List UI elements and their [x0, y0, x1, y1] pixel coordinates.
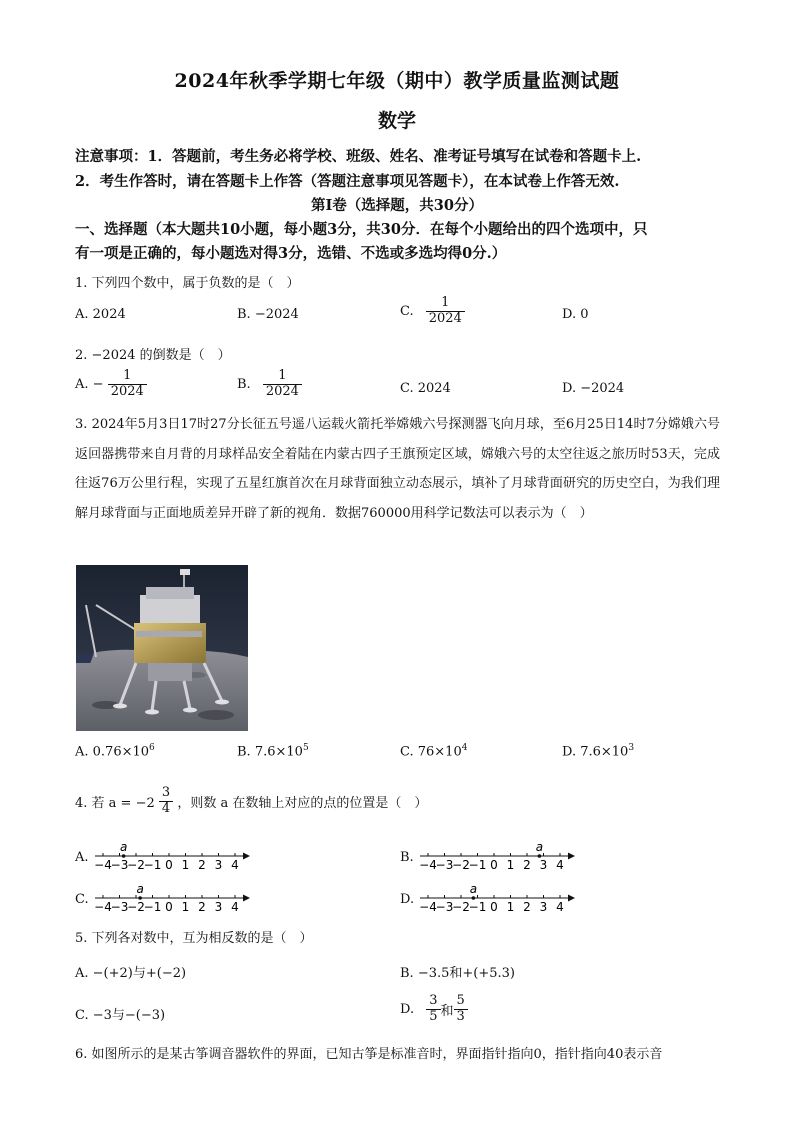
number-line-tick-label: 2 — [523, 858, 531, 872]
q5-option-d: D. $\frac{3}{5}$ 和 $\frac{5}{3}$ — [400, 994, 468, 1025]
number-line-c — [93, 880, 253, 916]
number-line-arrow — [243, 895, 250, 902]
number-line-tick-label: 0 — [165, 858, 173, 872]
number-line-tick-label: 4 — [556, 858, 564, 872]
number-line-point-label: a — [136, 882, 144, 896]
number-line-tick-label: −2 — [452, 900, 470, 914]
number-line-point-label: a — [535, 840, 544, 854]
q4-option-a: A. — [75, 850, 89, 865]
q5-option-a: A. −(+2)与+(−2) — [75, 966, 187, 981]
q4-option-d: D. — [400, 892, 415, 907]
number-line-tick-label: −1 — [143, 858, 162, 872]
q5-option-b: B. −3.5和+(+5.3) — [400, 966, 515, 981]
number-line-tick-label: 3 — [214, 900, 223, 914]
q3-option-b: B. $7.6\times 10^5$ — [237, 743, 309, 760]
number-line-tick-label: −3 — [110, 858, 129, 872]
number-line-tick-label: 2 — [198, 858, 206, 872]
number-line-point — [138, 896, 142, 900]
number-line-point — [538, 854, 542, 858]
number-line-tick-label: −2 — [452, 858, 470, 872]
number-line-tick-label: 3 — [214, 858, 223, 872]
number-line-tick-label: −1 — [468, 900, 487, 914]
q1-c-denominator: 2024 — [428, 310, 462, 326]
number-line-arrow — [243, 853, 250, 860]
q6-stem: 6. 如图所示的是某古筝调音器软件的界面，已知古筝是标准音时，界面指针指向0，指针指向40表示音 — [75, 1047, 663, 1062]
q1-option-a: A. 2024 — [75, 307, 126, 322]
number-line-point — [472, 896, 476, 900]
number-line-point-label: a — [469, 882, 478, 896]
number-line-point-label: a — [119, 840, 128, 854]
section-instructions-1: 一、选择题（本大题共10小题，每小题3分，共30分．在每个小题给出的四个选项中，只 — [75, 221, 648, 238]
subject-title: 数学 — [377, 110, 416, 132]
number-line-tick-label: 4 — [231, 858, 239, 872]
number-line-tick-label: 3 — [539, 858, 548, 872]
number-line-tick-label: −2 — [127, 858, 145, 872]
q4-option-c: C. — [75, 892, 89, 907]
number-line-tick-label: −3 — [110, 900, 129, 914]
q5-option-c: C. −3与−(−3) — [75, 1008, 166, 1023]
q3-text: 3. 2024年5月3日17时27分长征五号遥八运载火箭托举嫦娥六号探测器飞向月球，至6月25日14时7分嫦娥六号返回器携带来自月背的月球样品安全着陆在内蒙古四子王旗预定区域，嫦娥六号的太空往返之旅历时53天，完成往返76万公里行程，实现了五星红旗首次在月球背面独立动态展示，填补了月球背面研究的历史空白，为我们理解月球背面与正面地质差异开辟了新的视角．数据760000用科学记数法可以表示为（ ） — [75, 417, 720, 521]
number-line-tick-label: 1 — [181, 900, 190, 914]
number-line-tick-label: 0 — [490, 858, 498, 872]
number-line-tick-label: −4 — [419, 858, 437, 872]
number-line-tick-label: 0 — [165, 900, 173, 914]
number-line-tick-label: 1 — [181, 858, 190, 872]
number-line-tick-label: −3 — [435, 858, 454, 872]
q5-stem: 5. 下列各对数中，互为相反数的是（ ） — [75, 931, 313, 946]
number-line-tick-label: 2 — [198, 900, 206, 914]
number-line-tick-label: −4 — [94, 858, 112, 872]
q2-stem: 2. −2024 的倒数是（ ） — [75, 348, 231, 363]
notes-line-2: 2．考生作答时，请在答题卡上作答（答题注意事项见答题卡），在本试卷上作答无效. — [75, 173, 620, 190]
q1-option-b: B. −2024 — [237, 307, 299, 322]
notes-line-1: 注意事项：1．答题前，考生务必将学校、班级、姓名、准考证号填写在试卷和答题卡上. — [75, 148, 642, 165]
section-instructions-2: 有一项是正确的，每小题选对得3分，选错、不选或多选均得0分.） — [75, 245, 507, 262]
number-line-tick-label: 1 — [506, 900, 515, 914]
q1-option-c: C. $\frac{1}{2024}$ — [400, 296, 465, 327]
q2-option-d: D. −2024 — [562, 381, 625, 396]
q4-option-b: B. — [400, 850, 414, 865]
number-line-tick-label: −1 — [143, 900, 162, 914]
number-line-tick-label: 0 — [490, 900, 498, 914]
q3-option-c: C. $76\times 10^4$ — [400, 743, 468, 760]
number-line-tick-label: 4 — [556, 900, 564, 914]
number-line-tick-label: −3 — [435, 900, 454, 914]
number-line-tick-label: 3 — [539, 900, 548, 914]
section-title: 第Ⅰ卷（选择题，共30分） — [311, 197, 483, 214]
q2-option-a: A. − $\frac{1}{2024}$ — [75, 369, 147, 400]
q4-stem: 4. 若 a = −2 $\frac{3}{4}$ ，则数 a 在数轴上对应的点的位置是（ ） — [75, 785, 428, 816]
q1-c-numerator: 1 — [426, 296, 465, 312]
number-line-tick-label: 2 — [523, 900, 531, 914]
q3-option-d: D. $7.6\times 10^3$ — [562, 743, 635, 760]
q3-option-a: A. $0.76\times 10^6$ — [75, 743, 155, 760]
lunar-lander-photo — [76, 565, 248, 731]
number-line-tick-label: −2 — [127, 900, 145, 914]
q1-stem: 1. 下列四个数中，属于负数的是（ ） — [75, 276, 300, 291]
number-line-point — [122, 854, 126, 858]
number-line-a — [93, 838, 253, 874]
q2-option-c: C. 2024 — [400, 381, 451, 396]
q2-option-b: B. $\frac{1}{2024}$ — [237, 369, 302, 400]
page-title: 2024年秋季学期七年级（期中）教学质量监测试题 — [174, 70, 620, 92]
number-line-tick-label: 1 — [506, 858, 515, 872]
number-line-b — [418, 838, 578, 874]
number-line-d — [418, 880, 578, 916]
number-line-arrow — [568, 853, 575, 860]
number-line-arrow — [568, 895, 575, 902]
number-line-tick-label: −1 — [468, 858, 487, 872]
q1-option-d: D. 0 — [562, 307, 589, 322]
number-line-tick-label: −4 — [419, 900, 437, 914]
number-line-tick-label: 4 — [231, 900, 239, 914]
number-line-tick-label: −4 — [94, 900, 112, 914]
